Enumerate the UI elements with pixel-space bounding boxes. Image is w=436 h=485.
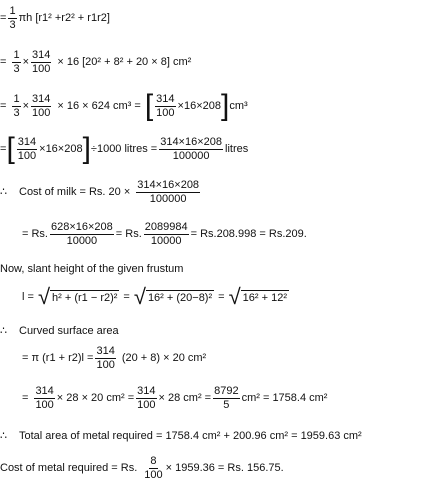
fraction: $\frac{1}{3}$ xyxy=(13,49,20,75)
total-area-text: Total area of metal required = 1758.4 cm² + 200.96 cm² = 1959.63 cm² xyxy=(19,430,362,442)
fraction: $\frac{1}{3}$ xyxy=(9,5,16,31)
expression-text: = Rs. xyxy=(22,228,48,240)
fraction: $\frac{628\times 16\times 208}{10000}$ xyxy=(50,221,113,247)
expression-text: l = xyxy=(22,290,34,303)
equation-line-1 xyxy=(0,6,110,31)
result-text: cm² = 1758.4 cm² xyxy=(241,392,328,404)
equation-line-9 xyxy=(0,326,119,337)
fraction: $\frac{314\times 16\times 208}{100000}$ xyxy=(137,179,200,205)
equation-line-13 xyxy=(0,456,284,481)
cost-of-milk-label: Cost of milk = Rs. 20 × xyxy=(19,186,131,198)
expression-text: ÷1000 litres = xyxy=(90,142,158,155)
square-root: √ h² + (r1 − r2)² xyxy=(37,284,118,309)
expression-text: × 28 × 20 cm² = xyxy=(56,392,135,404)
equation-line-10 xyxy=(22,346,206,371)
square-root: √ 16² + (20−8)² xyxy=(133,284,213,309)
equation-line-12 xyxy=(0,431,362,442)
expression-text: × 28 cm² = xyxy=(158,392,212,404)
fraction: $\frac{314}{100}$ xyxy=(137,385,156,411)
expression-text: × 16 × 624 cm³ = xyxy=(57,99,141,112)
times-sign: × xyxy=(22,56,29,68)
square-root: √ 16² + 12² xyxy=(228,284,287,309)
equation-line-7 xyxy=(0,264,183,275)
equation-line-6 xyxy=(22,222,307,247)
bracket-open: [ xyxy=(144,89,154,122)
equals-sign: = xyxy=(218,290,225,303)
bracket-open: [ xyxy=(6,132,15,165)
fraction: $\frac{2089984}{10000}$ xyxy=(144,221,188,247)
equals-sign: = xyxy=(0,12,7,24)
result-text: = Rs.208.998 = Rs.209. xyxy=(190,228,307,240)
expression-text: ×16×208 xyxy=(177,99,221,112)
equals-sign: = xyxy=(0,56,7,68)
fraction: $\frac{314}{100}$ xyxy=(96,345,115,371)
expression-text: × 16 [20² + 8² + 20 × 8] cm² xyxy=(57,56,192,68)
equation-line-8 xyxy=(22,286,289,308)
equation-line-2 xyxy=(0,50,191,75)
result-text: × 1959.36 = Rs. 156.75. xyxy=(165,462,284,474)
expression-text: = Rs. xyxy=(115,228,142,240)
bracket-close: ] xyxy=(220,89,230,122)
fraction: $\frac{8}{100}$ xyxy=(144,455,163,481)
equals-sign: = xyxy=(0,99,7,112)
expression-text: (20 + 8) × 20 cm² xyxy=(121,352,207,364)
fraction: $\frac{314}{100}$ xyxy=(32,92,51,119)
bracket-close: ] xyxy=(82,132,91,165)
volume-formula: πh [r1² +r2² + r1r2] xyxy=(18,12,110,24)
equation-line-3 xyxy=(0,89,248,122)
equation-line-4 xyxy=(0,132,249,165)
equals-sign: = xyxy=(0,142,7,155)
expression-text: = π (r1 + r2)l = xyxy=(22,352,94,364)
times-sign: × xyxy=(22,99,29,112)
equals-sign: = xyxy=(123,290,130,303)
slant-height-heading: Now, slant height of the given frustum xyxy=(0,263,184,275)
fraction: $\frac{8792}{5}$ xyxy=(214,385,239,411)
fraction: $\frac{1}{3}$ xyxy=(13,92,20,119)
curved-surface-heading: Curved surface area xyxy=(19,325,119,337)
unit-text: litres xyxy=(225,142,249,155)
fraction: $\frac{314\times 16\times 208}{100000}$ xyxy=(160,135,222,162)
therefore-symbol: ∴ xyxy=(0,430,7,442)
fraction: $\frac{314}{100}$ xyxy=(32,49,51,75)
equals-sign: = xyxy=(22,392,29,404)
therefore-symbol: ∴ xyxy=(0,186,7,198)
fraction: $\frac{314}{100}$ xyxy=(156,92,175,119)
equation-line-5 xyxy=(0,180,202,205)
equation-line-11 xyxy=(22,386,327,411)
unit-text: cm³ xyxy=(229,99,248,112)
fraction: $\frac{314}{100}$ xyxy=(17,135,37,162)
therefore-symbol: ∴ xyxy=(0,325,7,337)
expression-text: ×16×208 xyxy=(39,142,83,155)
fraction: $\frac{314}{100}$ xyxy=(35,385,54,411)
expression-text: Cost of metal required = Rs. xyxy=(0,462,138,474)
